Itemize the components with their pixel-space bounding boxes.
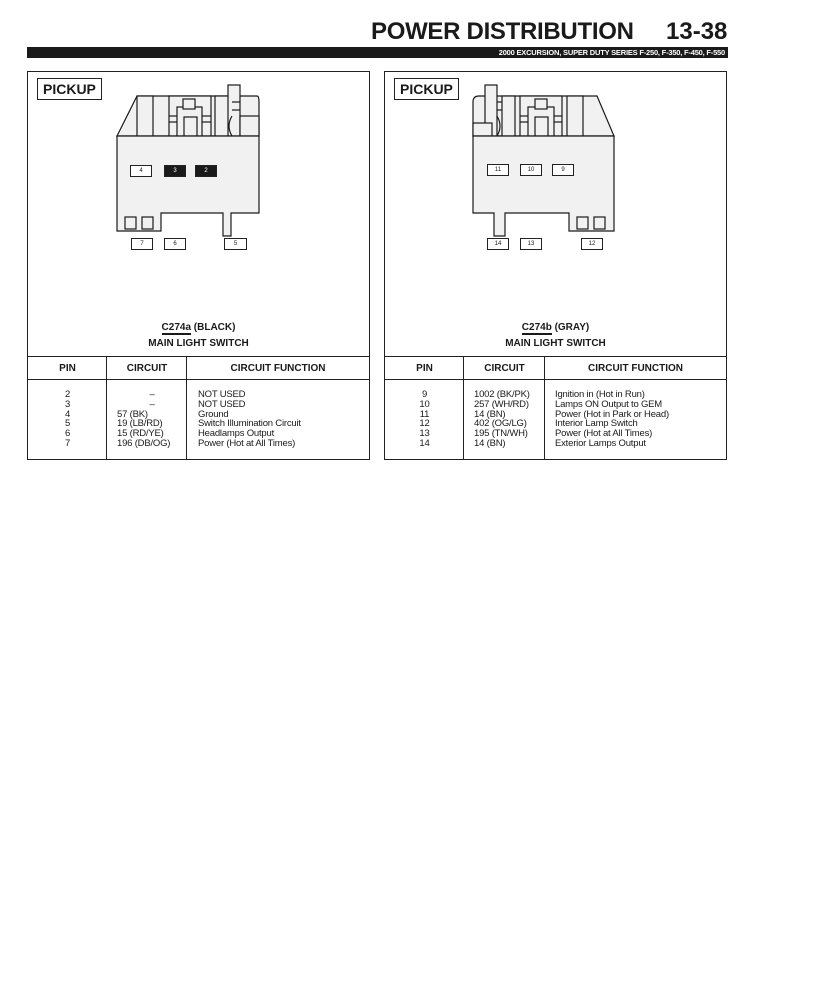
- pin-cell: 14: [419, 437, 430, 449]
- pin-box-4: 4: [130, 165, 152, 177]
- function-cell: NOT USED: [198, 398, 246, 410]
- table-header: [28, 357, 369, 380]
- pin-box-7: 7: [131, 238, 153, 250]
- pin-box-2: 2: [195, 165, 217, 177]
- connector-id: C274b: [521, 322, 552, 333]
- function-cell: Headlamps Output: [198, 428, 275, 440]
- connector-panel-c274a: [27, 71, 370, 460]
- connector-panel-c274b: [384, 71, 727, 460]
- connector-id: C274a: [161, 322, 192, 333]
- pin-cell: 5: [64, 418, 71, 430]
- pin-cell: 11: [419, 408, 430, 420]
- vehicle-subtitle: 2000 EXCURSION, SUPER DUTY SERIES F-250, F-350, F-450, F-550: [498, 48, 725, 57]
- pin-box-6: 6: [164, 238, 186, 250]
- header-circuit-function: CIRCUIT FUNCTION: [230, 363, 326, 374]
- table-row: [385, 439, 726, 449]
- connector-color: (GRAY): [554, 322, 590, 333]
- page-title: POWER DISTRIBUTION: [371, 18, 634, 45]
- component-name: MAIN LIGHT SWITCH: [505, 338, 606, 349]
- pin-cell: 2: [64, 389, 71, 400]
- table-header: [385, 357, 726, 380]
- page-number: 13-38: [666, 18, 728, 45]
- function-cell: Power (Hot at All Times): [198, 437, 296, 449]
- function-cell: Power (Hot in Park or Head): [555, 408, 669, 420]
- table-row: [28, 439, 369, 449]
- function-cell: Power (Hot at All Times): [555, 428, 653, 440]
- header-pin: PIN: [59, 363, 76, 374]
- pickup-badge: PICKUP: [37, 78, 102, 100]
- circuit-cell: 195 (TN/WH): [474, 428, 528, 440]
- connector-caption: [385, 322, 726, 333]
- circuit-cell: 57 (BK): [117, 408, 148, 420]
- circuit-cell: –: [149, 389, 155, 400]
- pin-box-5: 5: [224, 238, 247, 250]
- pin-cell: 7: [64, 437, 71, 449]
- component-name: MAIN LIGHT SWITCH: [148, 338, 249, 349]
- circuit-cell: 19 (LB/RD): [117, 418, 163, 430]
- header-pin: PIN: [416, 363, 433, 374]
- header-circuit: CIRCUIT: [126, 363, 168, 374]
- pin-box-12: 12: [581, 238, 603, 250]
- function-cell: Exterior Lamps Output: [555, 437, 646, 449]
- pin-box-11: 11: [487, 164, 509, 176]
- pin-cell: 9: [421, 389, 428, 400]
- connector-face-diagram: [385, 72, 726, 317]
- circuit-cell: 257 (WH/RD): [474, 398, 529, 410]
- pin-cell: 4: [64, 408, 71, 420]
- header-circuit-function: CIRCUIT FUNCTION: [588, 363, 683, 374]
- pickup-badge: PICKUP: [394, 78, 459, 100]
- connector-color: (BLACK): [193, 322, 236, 333]
- circuit-cell: 1002 (BK/PK): [474, 389, 530, 400]
- function-cell: NOT USED: [198, 389, 246, 400]
- function-cell: Switch Illumination Circuit: [198, 418, 301, 430]
- header-circuit: CIRCUIT: [484, 363, 525, 374]
- connector-face-diagram: [28, 72, 369, 317]
- function-cell: Interior Lamp Switch: [555, 418, 638, 430]
- circuit-cell: 402 (OG/LG): [474, 418, 527, 430]
- circuit-cell: 196 (DB/OG): [117, 437, 171, 449]
- pin-cell: 6: [64, 428, 71, 440]
- header-bar: [27, 47, 728, 58]
- function-cell: Ground: [198, 408, 229, 420]
- pin-cell: 13: [419, 428, 430, 440]
- pinout-table: [385, 356, 726, 460]
- pin-box-9: 9: [552, 164, 574, 176]
- connector-caption: [28, 322, 369, 333]
- pin-box-10: 10: [520, 164, 542, 176]
- function-cell: Lamps ON Output to GEM: [555, 398, 663, 410]
- circuit-cell: 15 (RD/YE): [117, 428, 164, 440]
- pin-box-13: 13: [520, 238, 542, 250]
- circuit-cell: –: [149, 398, 155, 410]
- pinout-table: [28, 356, 369, 460]
- pin-box-3: 3: [164, 165, 186, 177]
- circuit-cell: 14 (BN): [474, 437, 506, 449]
- pin-cell: 12: [419, 418, 430, 430]
- function-cell: Ignition in (Hot in Run): [555, 389, 645, 400]
- pin-box-14: 14: [487, 238, 509, 250]
- pin-cell: 10: [419, 398, 430, 410]
- pin-cell: 3: [64, 398, 71, 410]
- circuit-cell: 14 (BN): [474, 408, 506, 420]
